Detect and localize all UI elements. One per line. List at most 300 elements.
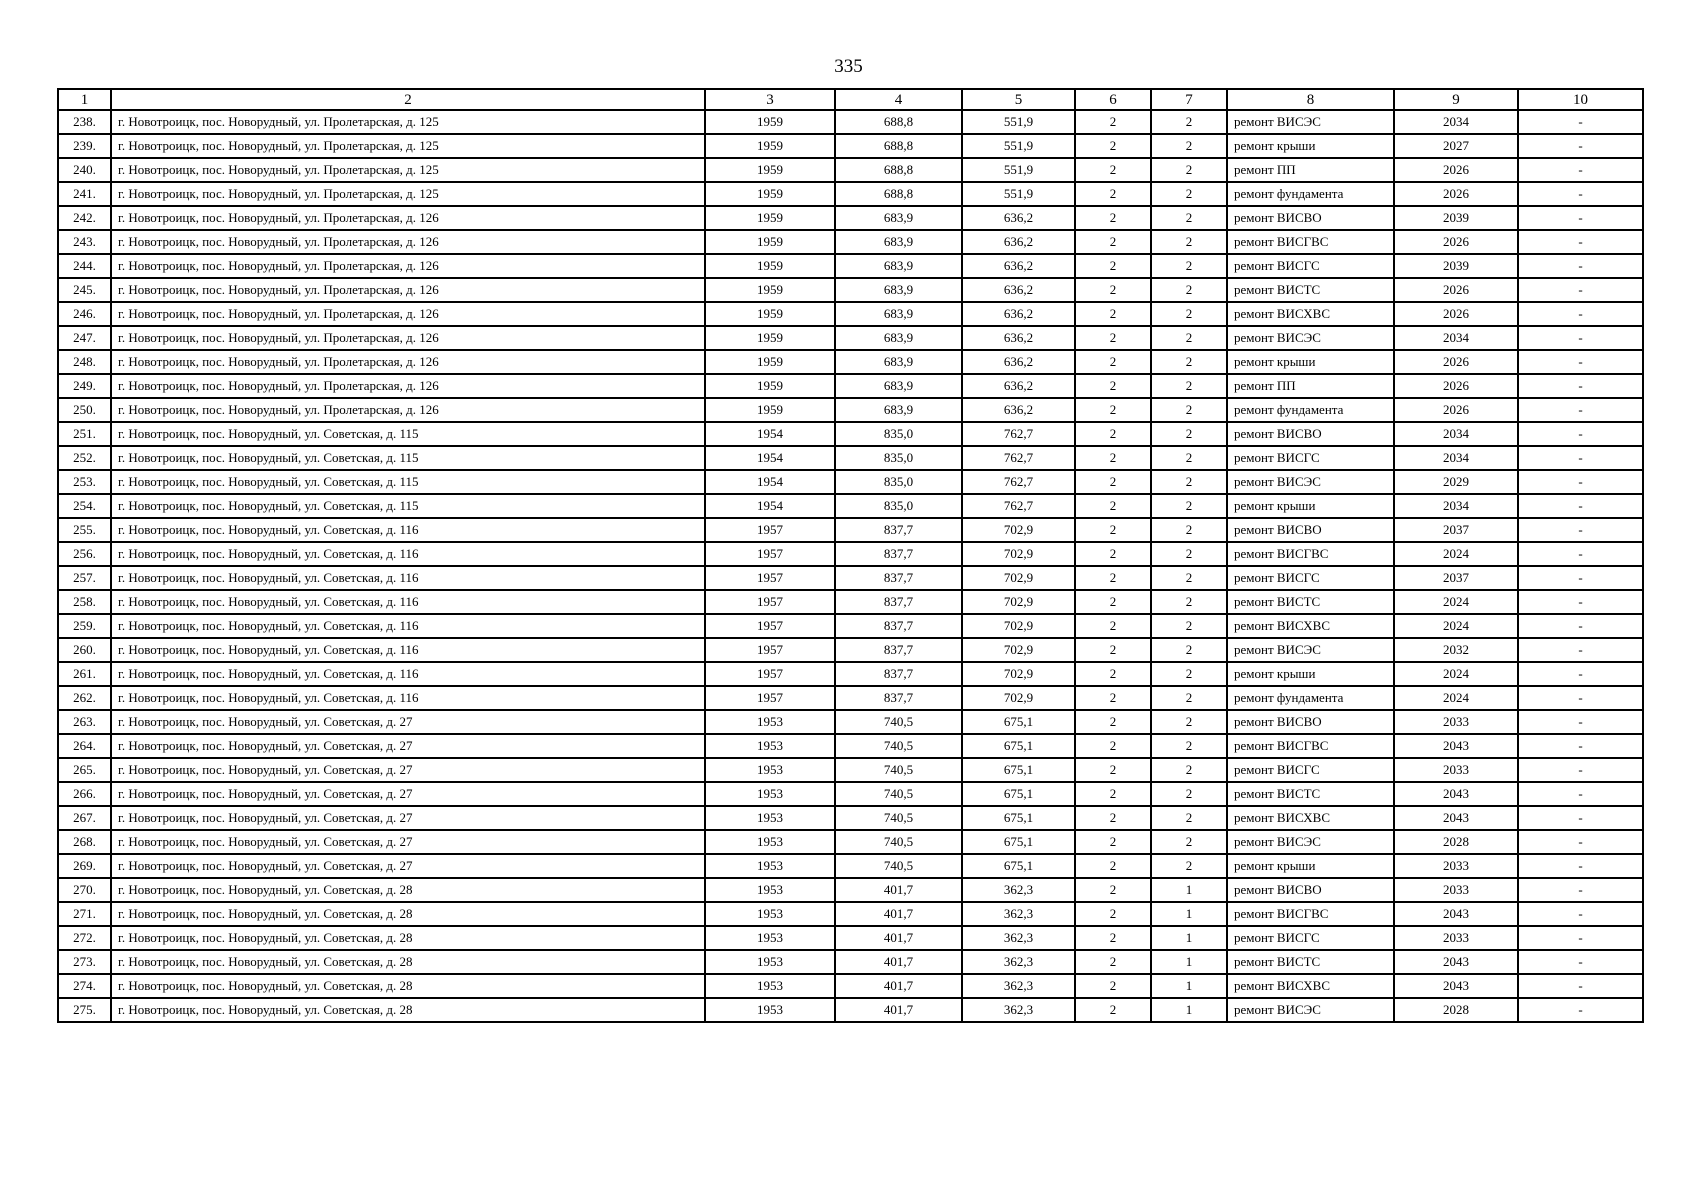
cell-address: г. Новотроицк, пос. Новорудный, ул. Пролетарская, д. 125: [111, 110, 705, 134]
table-row: [58, 686, 1643, 710]
cell-floors: 2: [1075, 494, 1151, 518]
cell-floors: 2: [1075, 806, 1151, 830]
cell-row-number: 266.: [58, 782, 111, 806]
cell-entrances: 2: [1151, 230, 1227, 254]
table-row: [58, 830, 1643, 854]
cell-entrances: 2: [1151, 830, 1227, 854]
cell-entrances: 2: [1151, 374, 1227, 398]
cell-total-area: 837,7: [835, 518, 962, 542]
cell-row-number: 251.: [58, 422, 111, 446]
cell-work-type: ремонт крыши: [1227, 494, 1394, 518]
cell-entrances: 1: [1151, 878, 1227, 902]
cell-floors: 2: [1075, 638, 1151, 662]
cell-note: -: [1518, 134, 1643, 158]
cell-planned-year: 2043: [1394, 782, 1518, 806]
cell-total-area: 401,7: [835, 926, 962, 950]
cell-row-number: 260.: [58, 638, 111, 662]
cell-year-built: 1957: [705, 638, 835, 662]
cell-note: -: [1518, 470, 1643, 494]
cell-address: г. Новотроицк, пос. Новорудный, ул. Советская, д. 28: [111, 950, 705, 974]
cell-note: -: [1518, 446, 1643, 470]
cell-total-area: 683,9: [835, 206, 962, 230]
cell-floors: 2: [1075, 422, 1151, 446]
cell-planned-year: 2026: [1394, 350, 1518, 374]
cell-total-area: 835,0: [835, 494, 962, 518]
cell-address: г. Новотроицк, пос. Новорудный, ул. Советская, д. 28: [111, 902, 705, 926]
cell-note: -: [1518, 902, 1643, 926]
cell-year-built: 1957: [705, 614, 835, 638]
cell-row-number: 240.: [58, 158, 111, 182]
cell-entrances: 2: [1151, 590, 1227, 614]
cell-planned-year: 2039: [1394, 206, 1518, 230]
cell-address: г. Новотроицк, пос. Новорудный, ул. Советская, д. 28: [111, 926, 705, 950]
cell-note: -: [1518, 374, 1643, 398]
cell-year-built: 1959: [705, 182, 835, 206]
cell-living-area: 702,9: [962, 566, 1075, 590]
cell-floors: 2: [1075, 854, 1151, 878]
cell-living-area: 551,9: [962, 158, 1075, 182]
cell-planned-year: 2043: [1394, 902, 1518, 926]
cell-floors: 2: [1075, 254, 1151, 278]
cell-work-type: ремонт ВИСТС: [1227, 590, 1394, 614]
cell-work-type: ремонт ВИСХВС: [1227, 974, 1394, 998]
cell-row-number: 246.: [58, 302, 111, 326]
cell-floors: 2: [1075, 398, 1151, 422]
cell-total-area: 401,7: [835, 878, 962, 902]
cell-address: г. Новотроицк, пос. Новорудный, ул. Советская, д. 28: [111, 878, 705, 902]
cell-row-number: 248.: [58, 350, 111, 374]
cell-living-area: 636,2: [962, 278, 1075, 302]
cell-address: г. Новотроицк, пос. Новорудный, ул. Советская, д. 27: [111, 710, 705, 734]
cell-year-built: 1953: [705, 878, 835, 902]
cell-planned-year: 2026: [1394, 278, 1518, 302]
cell-work-type: ремонт ВИСГС: [1227, 446, 1394, 470]
cell-note: -: [1518, 830, 1643, 854]
cell-entrances: 2: [1151, 542, 1227, 566]
cell-note: -: [1518, 494, 1643, 518]
cell-address: г. Новотроицк, пос. Новорудный, ул. Пролетарская, д. 126: [111, 326, 705, 350]
table-row: [58, 134, 1643, 158]
cell-work-type: ремонт фундамента: [1227, 398, 1394, 422]
cell-year-built: 1953: [705, 758, 835, 782]
cell-row-number: 243.: [58, 230, 111, 254]
cell-row-number: 261.: [58, 662, 111, 686]
cell-total-area: 740,5: [835, 854, 962, 878]
cell-address: г. Новотроицк, пос. Новорудный, ул. Пролетарская, д. 125: [111, 134, 705, 158]
cell-address: г. Новотроицк, пос. Новорудный, ул. Советская, д. 27: [111, 758, 705, 782]
cell-work-type: ремонт ВИСТС: [1227, 278, 1394, 302]
cell-address: г. Новотроицк, пос. Новорудный, ул. Советская, д. 27: [111, 830, 705, 854]
cell-total-area: 401,7: [835, 950, 962, 974]
cell-living-area: 636,2: [962, 206, 1075, 230]
cell-floors: 2: [1075, 542, 1151, 566]
cell-note: -: [1518, 926, 1643, 950]
cell-address: г. Новотроицк, пос. Новорудный, ул. Советская, д. 116: [111, 662, 705, 686]
cell-living-area: 702,9: [962, 614, 1075, 638]
cell-year-built: 1957: [705, 518, 835, 542]
cell-work-type: ремонт ВИСЭС: [1227, 830, 1394, 854]
column-header-7: 7: [1151, 89, 1227, 110]
cell-address: г. Новотроицк, пос. Новорудный, ул. Советская, д. 115: [111, 494, 705, 518]
cell-entrances: 2: [1151, 254, 1227, 278]
cell-living-area: 675,1: [962, 806, 1075, 830]
cell-living-area: 636,2: [962, 326, 1075, 350]
cell-address: г. Новотроицк, пос. Новорудный, ул. Пролетарская, д. 126: [111, 254, 705, 278]
cell-planned-year: 2026: [1394, 398, 1518, 422]
cell-planned-year: 2043: [1394, 950, 1518, 974]
cell-year-built: 1957: [705, 686, 835, 710]
cell-total-area: 688,8: [835, 110, 962, 134]
cell-entrances: 1: [1151, 974, 1227, 998]
cell-total-area: 837,7: [835, 542, 962, 566]
cell-work-type: ремонт ВИСГС: [1227, 254, 1394, 278]
cell-floors: 2: [1075, 590, 1151, 614]
cell-planned-year: 2024: [1394, 590, 1518, 614]
cell-row-number: 270.: [58, 878, 111, 902]
cell-work-type: ремонт фундамента: [1227, 686, 1394, 710]
cell-planned-year: 2033: [1394, 926, 1518, 950]
cell-living-area: 362,3: [962, 974, 1075, 998]
cell-living-area: 675,1: [962, 830, 1075, 854]
cell-floors: 2: [1075, 926, 1151, 950]
cell-year-built: 1953: [705, 950, 835, 974]
cell-entrances: 2: [1151, 638, 1227, 662]
cell-work-type: ремонт крыши: [1227, 662, 1394, 686]
cell-year-built: 1959: [705, 134, 835, 158]
table-row: [58, 494, 1643, 518]
cell-row-number: 259.: [58, 614, 111, 638]
cell-planned-year: 2034: [1394, 446, 1518, 470]
cell-year-built: 1953: [705, 734, 835, 758]
cell-address: г. Новотроицк, пос. Новорудный, ул. Пролетарская, д. 126: [111, 398, 705, 422]
cell-row-number: 258.: [58, 590, 111, 614]
cell-living-area: 762,7: [962, 446, 1075, 470]
cell-living-area: 675,1: [962, 854, 1075, 878]
cell-floors: 2: [1075, 782, 1151, 806]
cell-planned-year: 2026: [1394, 230, 1518, 254]
cell-row-number: 268.: [58, 830, 111, 854]
cell-work-type: ремонт ВИСВО: [1227, 710, 1394, 734]
cell-entrances: 2: [1151, 782, 1227, 806]
cell-entrances: 2: [1151, 662, 1227, 686]
cell-year-built: 1953: [705, 710, 835, 734]
cell-work-type: ремонт фундамента: [1227, 182, 1394, 206]
column-header-8: 8: [1227, 89, 1394, 110]
cell-planned-year: 2032: [1394, 638, 1518, 662]
cell-floors: 2: [1075, 998, 1151, 1022]
cell-entrances: 2: [1151, 494, 1227, 518]
table-row: [58, 710, 1643, 734]
table-row: [58, 662, 1643, 686]
cell-planned-year: 2039: [1394, 254, 1518, 278]
cell-entrances: 2: [1151, 518, 1227, 542]
table-row: [58, 950, 1643, 974]
cell-row-number: 257.: [58, 566, 111, 590]
table-row: [58, 398, 1643, 422]
cell-year-built: 1959: [705, 110, 835, 134]
repair-schedule-table: [57, 88, 1644, 1023]
cell-row-number: 272.: [58, 926, 111, 950]
cell-note: -: [1518, 206, 1643, 230]
cell-work-type: ремонт ВИСГВС: [1227, 734, 1394, 758]
cell-planned-year: 2037: [1394, 518, 1518, 542]
cell-year-built: 1953: [705, 902, 835, 926]
cell-note: -: [1518, 326, 1643, 350]
cell-address: г. Новотроицк, пос. Новорудный, ул. Советская, д. 27: [111, 854, 705, 878]
cell-note: -: [1518, 758, 1643, 782]
cell-total-area: 683,9: [835, 230, 962, 254]
cell-year-built: 1953: [705, 926, 835, 950]
cell-address: г. Новотроицк, пос. Новорудный, ул. Советская, д. 27: [111, 782, 705, 806]
cell-address: г. Новотроицк, пос. Новорудный, ул. Советская, д. 27: [111, 806, 705, 830]
cell-entrances: 2: [1151, 806, 1227, 830]
cell-row-number: 271.: [58, 902, 111, 926]
cell-entrances: 2: [1151, 446, 1227, 470]
cell-address: г. Новотроицк, пос. Новорудный, ул. Пролетарская, д. 125: [111, 182, 705, 206]
table-row: [58, 182, 1643, 206]
cell-note: -: [1518, 158, 1643, 182]
cell-total-area: 688,8: [835, 158, 962, 182]
cell-work-type: ремонт ВИСЭС: [1227, 470, 1394, 494]
cell-floors: 2: [1075, 206, 1151, 230]
table-row: [58, 278, 1643, 302]
cell-address: г. Новотроицк, пос. Новорудный, ул. Советская, д. 116: [111, 518, 705, 542]
cell-living-area: 702,9: [962, 590, 1075, 614]
cell-living-area: 675,1: [962, 782, 1075, 806]
cell-total-area: 683,9: [835, 278, 962, 302]
cell-address: г. Новотроицк, пос. Новорудный, ул. Пролетарская, д. 126: [111, 230, 705, 254]
cell-total-area: 837,7: [835, 638, 962, 662]
cell-entrances: 2: [1151, 470, 1227, 494]
cell-note: -: [1518, 518, 1643, 542]
cell-planned-year: 2043: [1394, 974, 1518, 998]
cell-address: г. Новотроицк, пос. Новорудный, ул. Пролетарская, д. 126: [111, 374, 705, 398]
cell-work-type: ремонт ВИСВО: [1227, 518, 1394, 542]
cell-address: г. Новотроицк, пос. Новорудный, ул. Советская, д. 116: [111, 686, 705, 710]
cell-total-area: 683,9: [835, 302, 962, 326]
cell-living-area: 702,9: [962, 662, 1075, 686]
cell-planned-year: 2026: [1394, 182, 1518, 206]
cell-row-number: 267.: [58, 806, 111, 830]
cell-work-type: ремонт ПП: [1227, 374, 1394, 398]
cell-planned-year: 2034: [1394, 110, 1518, 134]
table-row: [58, 518, 1643, 542]
cell-floors: 2: [1075, 350, 1151, 374]
cell-planned-year: 2028: [1394, 830, 1518, 854]
cell-planned-year: 2033: [1394, 854, 1518, 878]
cell-entrances: 1: [1151, 902, 1227, 926]
cell-row-number: 255.: [58, 518, 111, 542]
cell-work-type: ремонт ВИСТС: [1227, 782, 1394, 806]
cell-work-type: ремонт ВИСЭС: [1227, 638, 1394, 662]
cell-total-area: 837,7: [835, 662, 962, 686]
cell-row-number: 269.: [58, 854, 111, 878]
cell-row-number: 250.: [58, 398, 111, 422]
table-row: [58, 206, 1643, 230]
cell-work-type: ремонт крыши: [1227, 134, 1394, 158]
cell-year-built: 1954: [705, 422, 835, 446]
cell-year-built: 1953: [705, 806, 835, 830]
cell-living-area: 362,3: [962, 950, 1075, 974]
cell-total-area: 683,9: [835, 254, 962, 278]
cell-entrances: 2: [1151, 326, 1227, 350]
cell-year-built: 1959: [705, 326, 835, 350]
cell-floors: 2: [1075, 830, 1151, 854]
cell-year-built: 1957: [705, 566, 835, 590]
column-header-2: 2: [111, 89, 705, 110]
cell-floors: 2: [1075, 110, 1151, 134]
cell-entrances: 1: [1151, 998, 1227, 1022]
cell-year-built: 1959: [705, 230, 835, 254]
cell-address: г. Новотроицк, пос. Новорудный, ул. Советская, д. 115: [111, 470, 705, 494]
table-row: [58, 542, 1643, 566]
cell-year-built: 1957: [705, 542, 835, 566]
cell-planned-year: 2033: [1394, 710, 1518, 734]
cell-living-area: 362,3: [962, 878, 1075, 902]
cell-entrances: 2: [1151, 350, 1227, 374]
table-row: [58, 638, 1643, 662]
cell-work-type: ремонт ВИСГС: [1227, 566, 1394, 590]
cell-total-area: 740,5: [835, 734, 962, 758]
cell-year-built: 1957: [705, 590, 835, 614]
table-row: [58, 782, 1643, 806]
cell-note: -: [1518, 230, 1643, 254]
cell-living-area: 636,2: [962, 302, 1075, 326]
cell-living-area: 675,1: [962, 734, 1075, 758]
cell-living-area: 551,9: [962, 182, 1075, 206]
cell-note: -: [1518, 182, 1643, 206]
cell-living-area: 636,2: [962, 254, 1075, 278]
cell-floors: 2: [1075, 326, 1151, 350]
cell-note: -: [1518, 782, 1643, 806]
cell-note: -: [1518, 878, 1643, 902]
cell-year-built: 1953: [705, 830, 835, 854]
cell-floors: 2: [1075, 134, 1151, 158]
table-row: [58, 998, 1643, 1022]
cell-total-area: 688,8: [835, 134, 962, 158]
cell-year-built: 1953: [705, 782, 835, 806]
table-row: [58, 902, 1643, 926]
cell-living-area: 702,9: [962, 638, 1075, 662]
cell-work-type: ремонт ВИСЭС: [1227, 326, 1394, 350]
cell-living-area: 362,3: [962, 926, 1075, 950]
column-header-10: 10: [1518, 89, 1643, 110]
table-row: [58, 446, 1643, 470]
cell-planned-year: 2024: [1394, 662, 1518, 686]
cell-address: г. Новотроицк, пос. Новорудный, ул. Советская, д. 116: [111, 542, 705, 566]
cell-planned-year: 2043: [1394, 806, 1518, 830]
cell-living-area: 702,9: [962, 518, 1075, 542]
cell-floors: 2: [1075, 686, 1151, 710]
cell-planned-year: 2024: [1394, 614, 1518, 638]
cell-address: г. Новотроицк, пос. Новорудный, ул. Пролетарская, д. 126: [111, 302, 705, 326]
cell-total-area: 740,5: [835, 710, 962, 734]
cell-note: -: [1518, 590, 1643, 614]
cell-planned-year: 2026: [1394, 302, 1518, 326]
cell-year-built: 1959: [705, 302, 835, 326]
cell-note: -: [1518, 302, 1643, 326]
cell-entrances: 2: [1151, 158, 1227, 182]
cell-entrances: 2: [1151, 182, 1227, 206]
column-header-4: 4: [835, 89, 962, 110]
cell-year-built: 1957: [705, 662, 835, 686]
cell-total-area: 401,7: [835, 998, 962, 1022]
cell-address: г. Новотроицк, пос. Новорудный, ул. Пролетарская, д. 125: [111, 158, 705, 182]
cell-work-type: ремонт ВИСГВС: [1227, 230, 1394, 254]
cell-note: -: [1518, 998, 1643, 1022]
cell-entrances: 2: [1151, 206, 1227, 230]
cell-floors: 2: [1075, 374, 1151, 398]
table-body: [58, 110, 1643, 1022]
cell-year-built: 1959: [705, 254, 835, 278]
cell-planned-year: 2034: [1394, 422, 1518, 446]
cell-total-area: 835,0: [835, 470, 962, 494]
cell-entrances: 1: [1151, 926, 1227, 950]
cell-row-number: 242.: [58, 206, 111, 230]
table-row: [58, 974, 1643, 998]
cell-total-area: 835,0: [835, 422, 962, 446]
cell-total-area: 837,7: [835, 614, 962, 638]
cell-address: г. Новотроицк, пос. Новорудный, ул. Советская, д. 115: [111, 446, 705, 470]
cell-address: г. Новотроицк, пос. Новорудный, ул. Советская, д. 116: [111, 566, 705, 590]
table-row: [58, 158, 1643, 182]
cell-work-type: ремонт ВИСХВС: [1227, 614, 1394, 638]
cell-row-number: 265.: [58, 758, 111, 782]
cell-total-area: 401,7: [835, 902, 962, 926]
cell-address: г. Новотроицк, пос. Новорудный, ул. Пролетарская, д. 126: [111, 350, 705, 374]
cell-floors: 2: [1075, 902, 1151, 926]
cell-entrances: 2: [1151, 302, 1227, 326]
cell-total-area: 837,7: [835, 566, 962, 590]
cell-note: -: [1518, 686, 1643, 710]
cell-planned-year: 2024: [1394, 542, 1518, 566]
cell-floors: 2: [1075, 662, 1151, 686]
table-row: [58, 110, 1643, 134]
cell-planned-year: 2034: [1394, 326, 1518, 350]
cell-work-type: ремонт ВИСЭС: [1227, 998, 1394, 1022]
cell-note: -: [1518, 254, 1643, 278]
cell-year-built: 1959: [705, 158, 835, 182]
table-row: [58, 230, 1643, 254]
cell-note: -: [1518, 398, 1643, 422]
table-row: [58, 326, 1643, 350]
cell-living-area: 675,1: [962, 758, 1075, 782]
cell-row-number: 254.: [58, 494, 111, 518]
cell-note: -: [1518, 614, 1643, 638]
cell-note: -: [1518, 566, 1643, 590]
cell-work-type: ремонт крыши: [1227, 854, 1394, 878]
cell-total-area: 683,9: [835, 398, 962, 422]
cell-planned-year: 2037: [1394, 566, 1518, 590]
cell-note: -: [1518, 422, 1643, 446]
column-header-1: 1: [58, 89, 111, 110]
table-row: [58, 878, 1643, 902]
cell-floors: 2: [1075, 278, 1151, 302]
table-header: [58, 89, 1643, 110]
cell-work-type: ремонт ВИСГВС: [1227, 902, 1394, 926]
cell-work-type: ремонт ВИСВО: [1227, 422, 1394, 446]
cell-entrances: 2: [1151, 278, 1227, 302]
cell-note: -: [1518, 542, 1643, 566]
cell-work-type: ремонт ВИСХВС: [1227, 806, 1394, 830]
cell-floors: 2: [1075, 230, 1151, 254]
page-number: 335: [834, 56, 863, 77]
cell-entrances: 2: [1151, 686, 1227, 710]
cell-total-area: 837,7: [835, 686, 962, 710]
cell-year-built: 1954: [705, 494, 835, 518]
cell-floors: 2: [1075, 470, 1151, 494]
table-row: [58, 590, 1643, 614]
